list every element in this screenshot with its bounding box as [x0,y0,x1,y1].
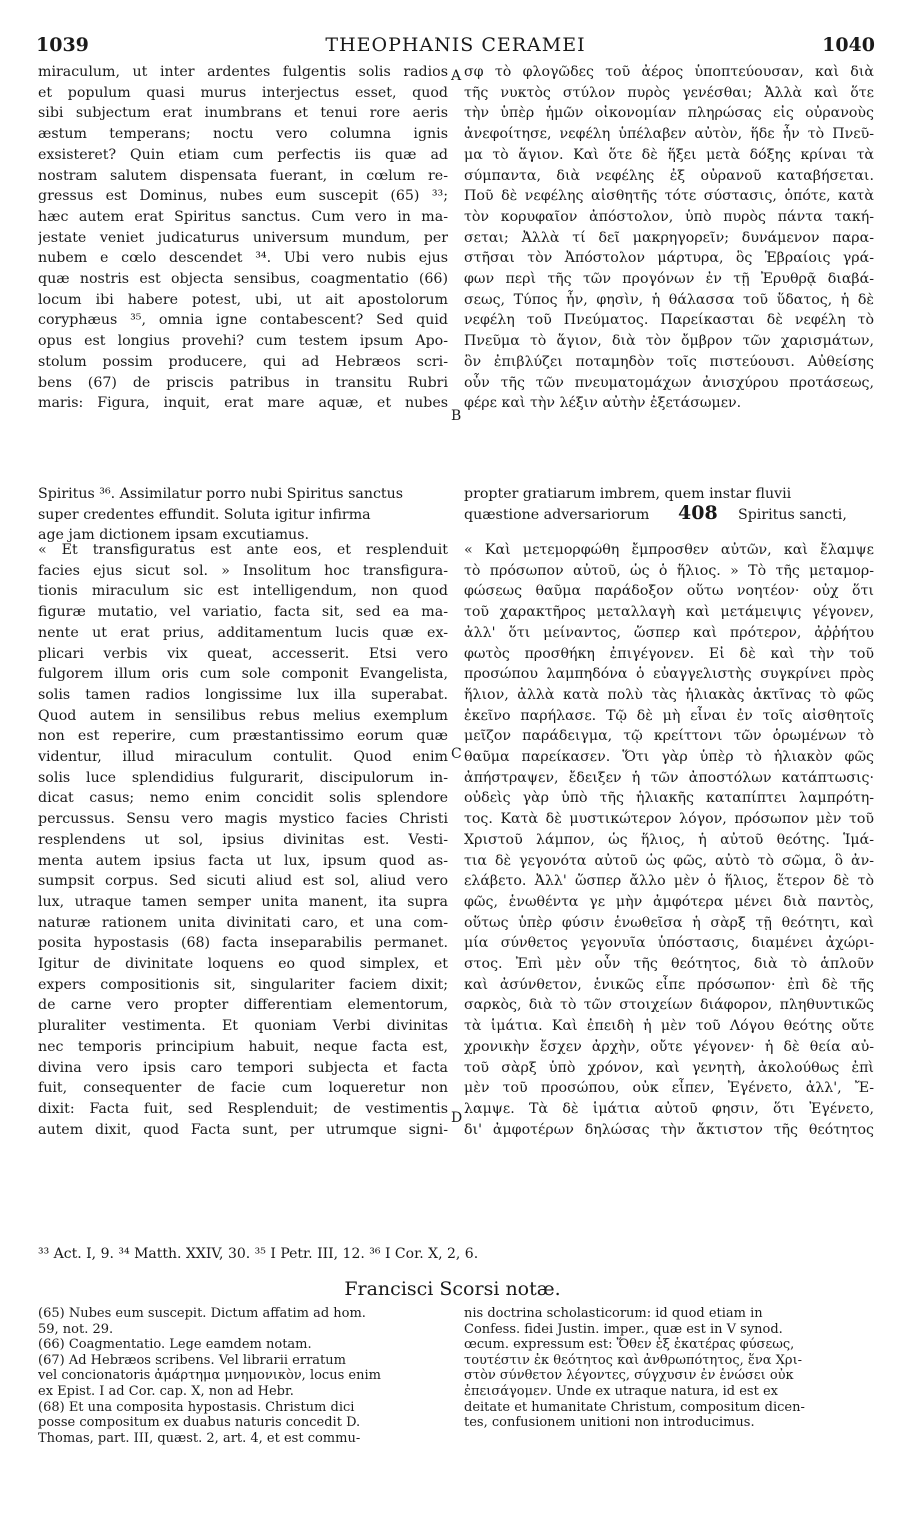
margin-letter-b: B [451,408,462,424]
text-line: φέρε καὶ τὴν λέξιν αὐτὴν ἐξετάσωμεν. [464,395,742,412]
text-line: sumpsit corpus. Sed sicuti aliud est sol, aliud vero [38,873,448,890]
text-line: maris: Figura, inquit, erat mare aquæ, et nubes [38,395,448,412]
text-line: μὲν τοῦ προσώπου, οὐκ εἶπεν, Ἐγένετο, ἀλλ', Ἔ- [464,1080,874,1097]
text-line: locum ibi habere potest, ubi, ut ait apostolorum [38,291,448,308]
text-line: δι' ἀμφοτέρων δηλώσας τὴν ἄκτιστον τῆς θεότητος [464,1121,874,1138]
text-line: τοῦ σὰρξ ὑπὸ χρόνον, καὶ γενητὴ, ἀκολούθως ἐπὶ [464,1059,874,1076]
text-line: fuit, consequenter de facie cum loqueretur non [38,1080,448,1097]
text-line: ἥλιον, ἀλλὰ κατὰ πολὺ τὰς ἡλιακὰς ἀκτῖνας τὸ φῶς [464,686,874,703]
text-line: opus est longius provehi? cum testem ipsum Apo- [38,333,448,350]
text-line: Πνεῦμα τὸ ἅγιον, διὰ τὸν ὄμβρον τῶν χαρισμάτων, [464,333,874,350]
note-line: (66) Coagmentatio. Lege eamdem notam. [38,1337,312,1353]
text-line: pluraliter vestimenta. Et quoniam Verbi divinitas [38,1018,448,1035]
note-line: ἐπεισάγομεν. Unde ex utraque natura, id est ex [464,1383,778,1399]
text-line: divina vero ipsis caro tempori subjecta et facta [38,1059,448,1076]
text-line: θαῦμα παρείκασεν. Ὅτι γὰρ ὑπὲρ τὸ ἡλιακὸν φῶς [464,749,874,766]
text-line: Ποῦ δὲ νεφέλης αἰσθητῆς τότε σύστασις, ὁπότε, κατὰ [464,188,874,205]
text-line: quæ nostris est objecta sensibus, coagmentatio (66) [38,271,448,288]
text-line: νεφέλη τοῦ Πνεύματος. Παρείκασται δὲ νεφέλη τὸ [464,312,874,329]
bridge-latin-2c: Spiritus sancti, [738,506,847,523]
text-line: ἐκεῖνο παρήλασε. Τῷ δὲ μὴ εἶναι ἐν τοῖς αἰσθητοῖς [464,707,874,724]
text-line: coryphæus ³⁵, omnia igne contabescent? Sed quid [38,312,448,329]
text-line: στῆσαι τὸν Ἀπόστολον μάρτυρα, ὃς Ἑβραίοις γρά- [464,250,874,267]
text-line: expers compositionis sit, singulariter faciem dixit; [38,976,448,993]
note-line: tes, confusionem unitioni non introducimus. [464,1415,755,1431]
latin-column-top [38,62,448,414]
note-line: 59, not. 29. [38,1321,114,1337]
text-line: nubem e cœlo descendet ³⁴. Ubi vero nubis ejus [38,250,448,267]
note-line: deitate et humanitate Christum, compositum dicen- [464,1399,805,1415]
text-line: φῶς, ἑνωθέντα γε μὴν ἀμφότερα μένει διὰ παντὸς, [464,893,874,910]
text-line: καὶ ἀσύνθετον, ἑνικῶς εἶπε πρόσωπον· ἐπὶ δὲ τῆς [464,976,874,993]
text-line: σεται; Ἀλλὰ τί δεῖ μακρηγορεῖν; δυνάμενον παρα- [464,229,874,246]
bridge-latin-1: Spiritus ³⁶. Assimilatur porro nubi Spiritus sanctus [38,486,404,502]
text-line: sibi subjectum erat inumbrans et tenui rore aeris [38,105,448,122]
text-line: οὐδεὶς γὰρ ὑπὸ τῆς ἡλιακῆς καταπίπτει λαμπρότη- [464,790,874,807]
text-line: ἀπήστραψεν, ἔδειξεν ἡ τῶν ἀποστόλων κατάπτωσις· [464,769,874,786]
text-line: naturæ rationem unita divinitati caro, et una com- [38,914,448,931]
text-line: στος. Ἐπὶ μὲν οὖν τῆς θεότητος, διὰ τὸ ἁπλοῦν [464,956,874,973]
text-line: videntur, illud miraculum contulit. Quod enim [38,749,448,766]
text-line: φώσεως θαῦμα παράδοξον οὕτω νοητέον· οὐχ ὅτι [464,583,874,600]
note-line: posse compositum ex duabus naturis concedit D. [38,1415,361,1431]
text-line: Quod autem in sensilibus rebus melius exemplum [38,707,448,724]
text-line: tionis miraculum sic est intelligendum, non quod [38,583,448,600]
text-line: φωτὸς προσθήκη ἐπιγέγονεν. Εἰ δὲ καὶ τὴν τοῦ [464,645,874,662]
text-line: percussus. Sensu vero magis mystico facies Christi [38,811,448,828]
text-line: solis luce splendidius fulgurarit, discipulorum in- [38,769,448,786]
text-line: dixit: Facta fuit, sed Resplenduit; de vestimentis [38,1100,448,1117]
text-line: τὰ ἱμάτια. Καὶ ἐπειδὴ ἡ μὲν τοῦ Λόγου θεότης οὔτε [464,1018,874,1035]
text-line: σύμπαντα, διὰ νεφέλης ἐξ οὐρανοῦ καταβήσεται. [464,167,874,184]
note-line: nis doctrina scholasticorum: id quod etiam in [464,1306,763,1321]
text-line: Χριστοῦ λάμπον, ὡς ἥλιος, ἡ αὐτοῦ θεότης. Ἱμά- [464,831,874,848]
text-line: χρονικὴν ἔσχεν ἀρχὴν, οὔτε γέγονεν· ἡ δὲ θεία αὐ- [464,1038,874,1055]
text-line: μία σύνθετος γεγονυῖα ὑπόστασις, διαμένει ἀχώρι- [464,935,874,952]
left-page-number: 1039 [36,34,89,56]
bridge-latin-2: super credentes effundit. Soluta igitur infirma [38,506,371,523]
text-line: ελάβετο. Ἀλλ' ὥσπερ ἄλλο μὲν ὁ ἥλιος, ἕτερον δὲ τὸ [464,873,874,890]
text-line: οὖν τῆς τῶν πνευματομάχων ἀνισχύρου προτάσεως, [464,374,874,391]
margin-letter-c: C [451,746,462,762]
text-line: « Et transfiguratus est ante eos, et resplenduit [38,542,448,558]
text-line: ὃν ἐπιβλύζει ποταμηδὸν τοῖς πιστεύουσι. Αὐθείσης [464,353,874,370]
text-line: σαρκὸς, διὰ τὸ τῶν στοιχείων διάφορον, πληθυντικῶς [464,997,874,1014]
margin-letter-d: D [451,1110,463,1126]
notes-left-column [38,1306,448,1446]
text-line: nec temporis principium habuit, neque facta est, [38,1038,448,1055]
text-line: τὸν κορυφαῖον ἀπόστολον, ὑπὸ πυρὸς πάντα τακή- [464,208,874,225]
bridge-latin-1b: propter gratiarum imbrem, quem instar fluvii [464,486,792,502]
text-line: Igitur de divinitate loquens eo quod simplex, et [38,956,448,973]
text-line: stolum possim producere, qui ad Hebræos scri- [38,353,448,370]
text-line: τοῦ χαρακτῆρος μεταλλαγὴ καὶ μετάμειψις γέγονεν, [464,604,874,621]
running-header [36,34,875,58]
text-line: jestate veniet judicaturus universum mundum, per [38,229,448,246]
notes-right-column [464,1306,874,1431]
text-line: non est reperire, cum præstantissimo eorum quæ [38,728,448,745]
text-line: σφ τὸ φλογῶδες τοῦ ἀέρος ὑποπτεύουσαν, καὶ διὰ [464,64,874,80]
text-line: οὕτως ὑπὲρ φύσιν ἑνωθεῖσα ἡ σὰρξ τῇ θεότητι, καὶ [464,914,874,931]
greek-column-top [464,62,874,414]
greek-column-bottom [464,540,874,1140]
text-line: de carne vero propter differentiam elementorum, [38,997,448,1014]
text-line: ἀλλ' ὅτι μείναντος, ὥσπερ καὶ πρότερον, ἀῤῥήτου [464,624,874,641]
note-line: ex Epist. I ad Cor. cap. X, non ad Hebr. [38,1383,294,1399]
footnote-references: ³³ Act. I, 9. ³⁴ Matth. XXIV, 30. ³⁵ I Petr. III, 12. ³⁶ I Cor. X, 2, 6. [38,1246,479,1262]
note-line: τουτέστιν ἐκ θεότητος καὶ ἀνθρωπότητος, ἕνα Χρι- [464,1352,803,1368]
text-line: hæc autem erat Spiritus sanctus. Cum vero in ma- [38,208,448,225]
bridge-lines [38,484,874,546]
text-line: lux, utraque tamen semper unita manent, ita supra [38,893,448,910]
column-number: 408 [678,501,718,524]
text-line: figuræ mutatio, vel variatio, facta sit, sed ea ma- [38,604,448,621]
text-line: μα τὸ ἅγιον. Καὶ ὅτε δὲ ἥξει μετὰ δόξης κρίναι τὰ [464,146,874,163]
bridge-latin-3: age jam dictionem ipsam excutiamus. [38,527,309,544]
text-line: nostram salutem dispensata fuerant, in cœlum re- [38,167,448,184]
text-line: τὸ πρόσωπον αὐτοῦ, ὡς ὁ ἥλιος. » Τὸ τῆς μεταμορ- [464,562,874,579]
text-line: προσώπου λαμπηδόνα ὁ εὐαγγελιστὴς συγκρίνει πρὸς [464,666,874,683]
text-line: τῆς νυκτὸς στύλον πυρὸς γενέσθαι; Ἀλλὰ καὶ ὅτε [464,84,874,101]
text-line: dicat casus; nemo enim concidit solis splendore [38,790,448,807]
text-line: μεῖζον παράδειγμα, τῷ κρείττονι τῶν ὁρωμένων τὸ [464,728,874,745]
margin-letter-a: A [451,68,462,84]
text-line: ἀνεφοίτησε, νεφέλη ὑπέλαβεν αὐτὸν, ἥδε ἦν τὸ Πνεῦ- [464,126,874,143]
text-line: miraculum, ut inter ardentes fulgentis solis radios [38,64,448,80]
text-line: facies ejus sicut sol. » Insolitum hoc transfigura- [38,562,448,579]
latin-column-bottom [38,540,448,1140]
note-line: (65) Nubes eum suscepit. Dictum affatim ad hom. [38,1306,366,1321]
text-line: autem dixit, quod Facta sunt, per utrumque signi- [38,1121,448,1138]
note-line: vel concionatoris ἁμάρτημα μνημονικὸν, locus enim [38,1368,381,1384]
text-line: æstum temperans; noctu vero columna ignis [38,126,448,143]
note-line: (68) Et una composita hypostasis. Christum dici [38,1399,355,1415]
notes-title: Francisci Scorsi notæ. [344,1278,561,1300]
note-line: Thomas, part. III, quæst. 2, art. 4, et est commu- [38,1430,361,1446]
text-line: solis tamen radios longissime lux illa superabat. [38,686,448,703]
text-line: nente ut erat prius, additamentum lucis quæ ex- [38,624,448,641]
text-line: et populum quasi murus interjectus esset, quod [38,84,448,101]
text-line: gressus est Dominus, nubes eum suscepit (65) ³³; [38,188,448,205]
text-line: plicari verbis vix queat, accesserit. Etsi vero [38,645,448,662]
note-line: œcum. expressum est: Ὅθεν ἐξ ἑκατέρας φύσεως, [464,1337,795,1353]
text-line: posita hypostasis (68) facta inseparabilis permanet. [38,935,448,952]
text-line: σεως, Τύπος ἦν, φησὶν, ἡ θάλασσα τοῦ ὕδατος, ἡ δὲ [464,291,874,308]
text-line: « Καὶ μετεμορφώθη ἔμπροσθεν αὐτῶν, καὶ ἔλαμψε [464,542,874,558]
text-line: τος. Κατὰ δὲ μυστικώτερον λόγον, πρόσωπον μὲν τοῦ [464,811,874,828]
text-line: exsisteret? Quin etiam cum perfectis iis quæ ad [38,146,448,163]
text-line: fulgorem illum oris cum sole componit Evangelista, [38,666,448,683]
text-line: λαμψε. Τὰ δὲ ἱμάτια αὐτοῦ φησιν, ὅτι Ἐγένετο, [464,1100,874,1117]
note-line: στὸν σύνθετον λέγοντες, σύγχυσιν ἐν ἑνώσει οὐκ [464,1368,794,1384]
note-line: (67) Ad Hebræos scribens. Vel librarii erratum [38,1352,346,1368]
running-title: THEOPHANIS CERAMEI [325,34,586,56]
text-line: bens (67) de priscis patribus in transitu Rubri [38,374,448,391]
text-line: resplendens ut sol, ipsius divinitas est. Vesti- [38,831,448,848]
text-line: τια δὲ γεγονότα αὐτοῦ ὡς φῶς, αὐτὸ τὸ σῶμα, ὃ ἀν- [464,852,874,869]
text-line: φων περὶ τῆς τῶν προγόνων ἐν τῇ Ἐρυθρᾷ διαβά- [464,271,874,288]
right-page-number: 1040 [822,34,875,56]
text-line: menta autem ipsius facta ut lux, ipsum quod as- [38,852,448,869]
text-line: τὴν ὑπὲρ ἡμῶν οἰκονομίαν πληρώσας εἰς οὐρανοὺς [464,105,874,122]
note-line: Confess. fidei Justin. imper., quæ est in V synod. [464,1321,783,1337]
bridge-latin-2b: quæstione adversariorum [464,506,650,523]
